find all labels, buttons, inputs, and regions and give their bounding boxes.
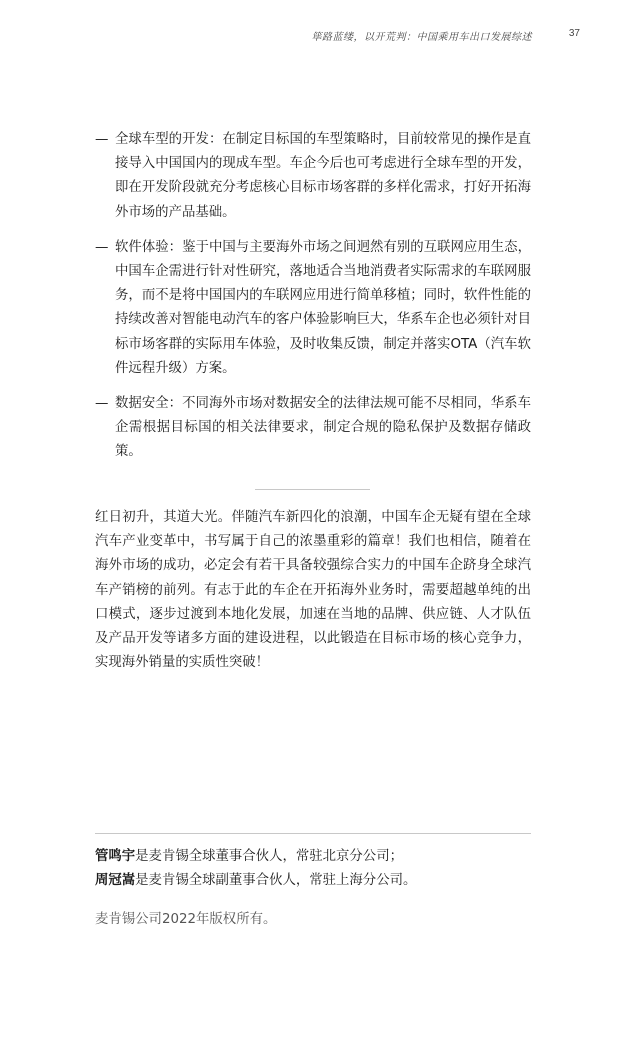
bullet-text: 软件体验：鉴于中国与主要海外市场之间迥然有别的互联网应用生态，中国车企需进行针对性研究，落地适合当地消费者实际需求的车联网服务，而不是将中国国内的车联网应用进行简单移植；同时，软件性能的持续改善对智能电动汽车的客户体验影响巨大，华系车企也必须针对目标市场客群的实际用车体验，及时收集反馈，制定并落实OTA（汽车软件远程升级）方案。 [115, 239, 531, 376]
bullet-item-global-models [95, 128, 531, 225]
author-notes [95, 845, 531, 893]
page-header [0, 28, 624, 44]
running-title: 筚路蓝缕，以开荒判：中国乘用车出口发展综述 [311, 32, 532, 43]
bullet-item-software-experience [95, 236, 531, 381]
closing-paragraph: 红日初升，其道大光。伴随汽车新四化的浪潮，中国车企无疑有望在全球汽车产业变革中，书写属于自己的浓墨重彩的篇章！我们也相信，随着在海外市场的成功，必定会有若干具备较强综合实力的中国车企跻身全球汽车产销榜的前列。有志于此的车企在开拓海外业务时，需要超越单纯的出口模式，逐步过渡到本地化发展，加速在当地的品牌、供应链、人才队伍及产品开发等诸多方面的建设进程，以此锻造在目标市场的核心竞争力，实现海外销量的实质性突破！ [95, 510, 531, 671]
author-note [95, 845, 531, 869]
bullet-dash: — [95, 396, 109, 412]
bullet-dash: — [95, 239, 109, 255]
bullet-item-data-security [95, 392, 531, 465]
footnote-divider [95, 833, 531, 834]
copyright-notice: 麦肯锡公司2022年版权所有。 [95, 912, 277, 927]
bullet-list [95, 128, 531, 476]
bullet-text: 全球车型的开发：在制定目标国的车型策略时，目前较常见的操作是直接导入中国国内的现成车型。车企今后也可考虑进行全球车型的开发，即在开发阶段就充分考虑核心目标市场客群的多样化需求，打好开拓海外市场的产品基础。 [115, 132, 531, 220]
bullet-text: 数据安全：不同海外市场对数据安全的法律法规可能不尽相同，华系车企需根据目标国的相关法律要求，制定合规的隐私保护及数据存储政策。 [115, 396, 531, 460]
author-role: 是麦肯锡全球董事合伙人，常驻北京分公司； [135, 849, 403, 864]
author-name: 周冠嵩 [95, 873, 136, 888]
author-name: 管鸣宇 [95, 849, 136, 864]
author-role: 是麦肯锡全球副董事合伙人，常驻上海分公司。 [135, 873, 417, 888]
bullet-dash: — [95, 132, 109, 147]
section-divider [255, 489, 370, 490]
page-number: 37 [568, 28, 580, 39]
author-note [95, 869, 531, 893]
